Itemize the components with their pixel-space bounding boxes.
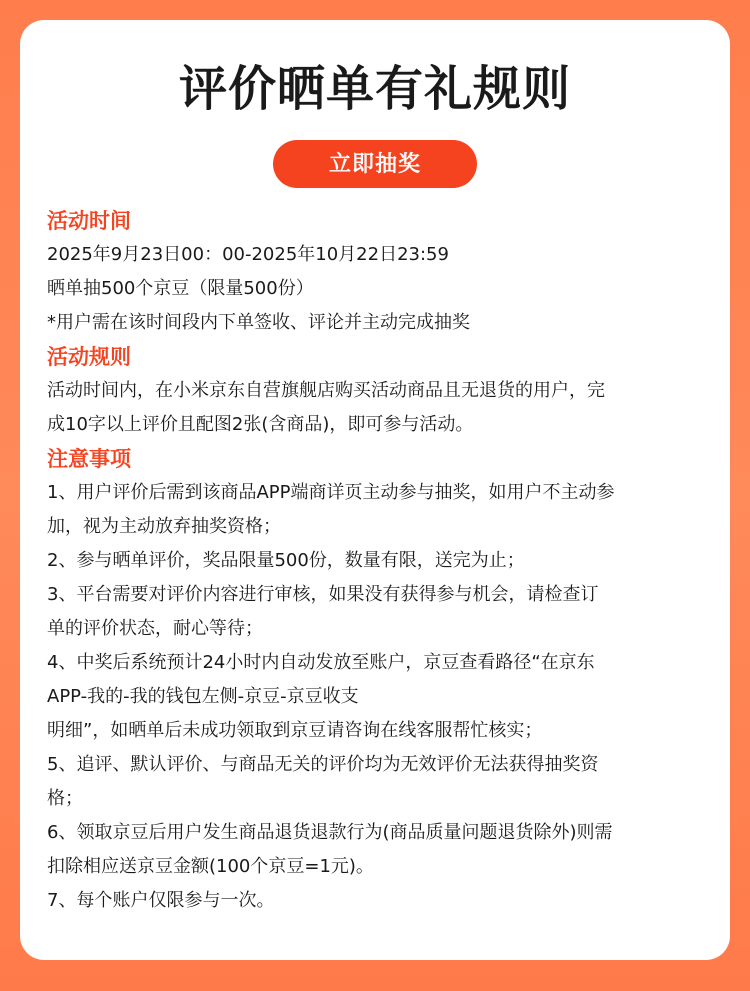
notes-line: APP-我的-我的钱包左侧-京豆-京豆收支	[47, 686, 359, 707]
activity-rules-line: 活动时间内，在小米京东自营旗舰店购买活动商品且无退货的用户，完	[47, 380, 605, 401]
notes-line: 5、追评、默认评价、与商品无关的评价均为无效评价无法获得抽奖资	[47, 754, 599, 775]
notes-line: 2、参与晒单评价，奖品限量500份，数量有限，送完为止；	[47, 550, 525, 571]
section-title-activity-rules: 活动规则	[47, 345, 131, 369]
section-title-notes: 注意事项	[47, 447, 131, 471]
notes-line: 格；	[47, 788, 83, 809]
rules-card	[20, 20, 730, 960]
notes-line: 明细”，如晒单后未成功领取到京豆请咨询在线客服帮忙核实；	[47, 720, 543, 741]
notes-line: 7、每个账户仅限参与一次。	[47, 890, 275, 911]
notes-line: 6、领取京豆后用户发生商品退货退款行为(商品质量问题退货除外)则需	[47, 822, 613, 843]
draw-button-wrap	[47, 140, 703, 188]
notes-line: 4、中奖后系统预计24小时内自动发放至账户，京豆查看路径“在京东	[47, 652, 595, 673]
draw-lottery-button[interactable]: 立即抽奖	[273, 140, 477, 188]
activity-time-line: 2025年9月23日00：00-2025年10月22日23:59	[47, 244, 449, 265]
notes-line: 1、用户评价后需到该商品APP端商详页主动参与抽奖，如用户不主动参	[47, 482, 615, 503]
rules-content	[47, 204, 703, 918]
notes-line: 加，视为主动放弃抽奖资格；	[47, 516, 281, 537]
notes-line: 扣除相应送京豆金额(100个京豆=1元)。	[47, 856, 374, 877]
activity-time-line: *用户需在该时间段内下单签收、评论并主动完成抽奖	[47, 312, 470, 333]
activity-time-line: 晒单抽500个京豆（限量500份）	[47, 278, 314, 299]
section-title-activity-time: 活动时间	[47, 209, 131, 233]
page-title: 评价晒单有礼规则	[178, 61, 571, 117]
notes-line: 3、平台需要对评价内容进行审核，如果没有获得参与机会，请检查订	[47, 584, 599, 605]
notes-line: 单的评价状态，耐心等待；	[47, 618, 263, 639]
activity-rules-line: 成10字以上评价且配图2张(含商品)，即可参与活动。	[47, 414, 474, 435]
